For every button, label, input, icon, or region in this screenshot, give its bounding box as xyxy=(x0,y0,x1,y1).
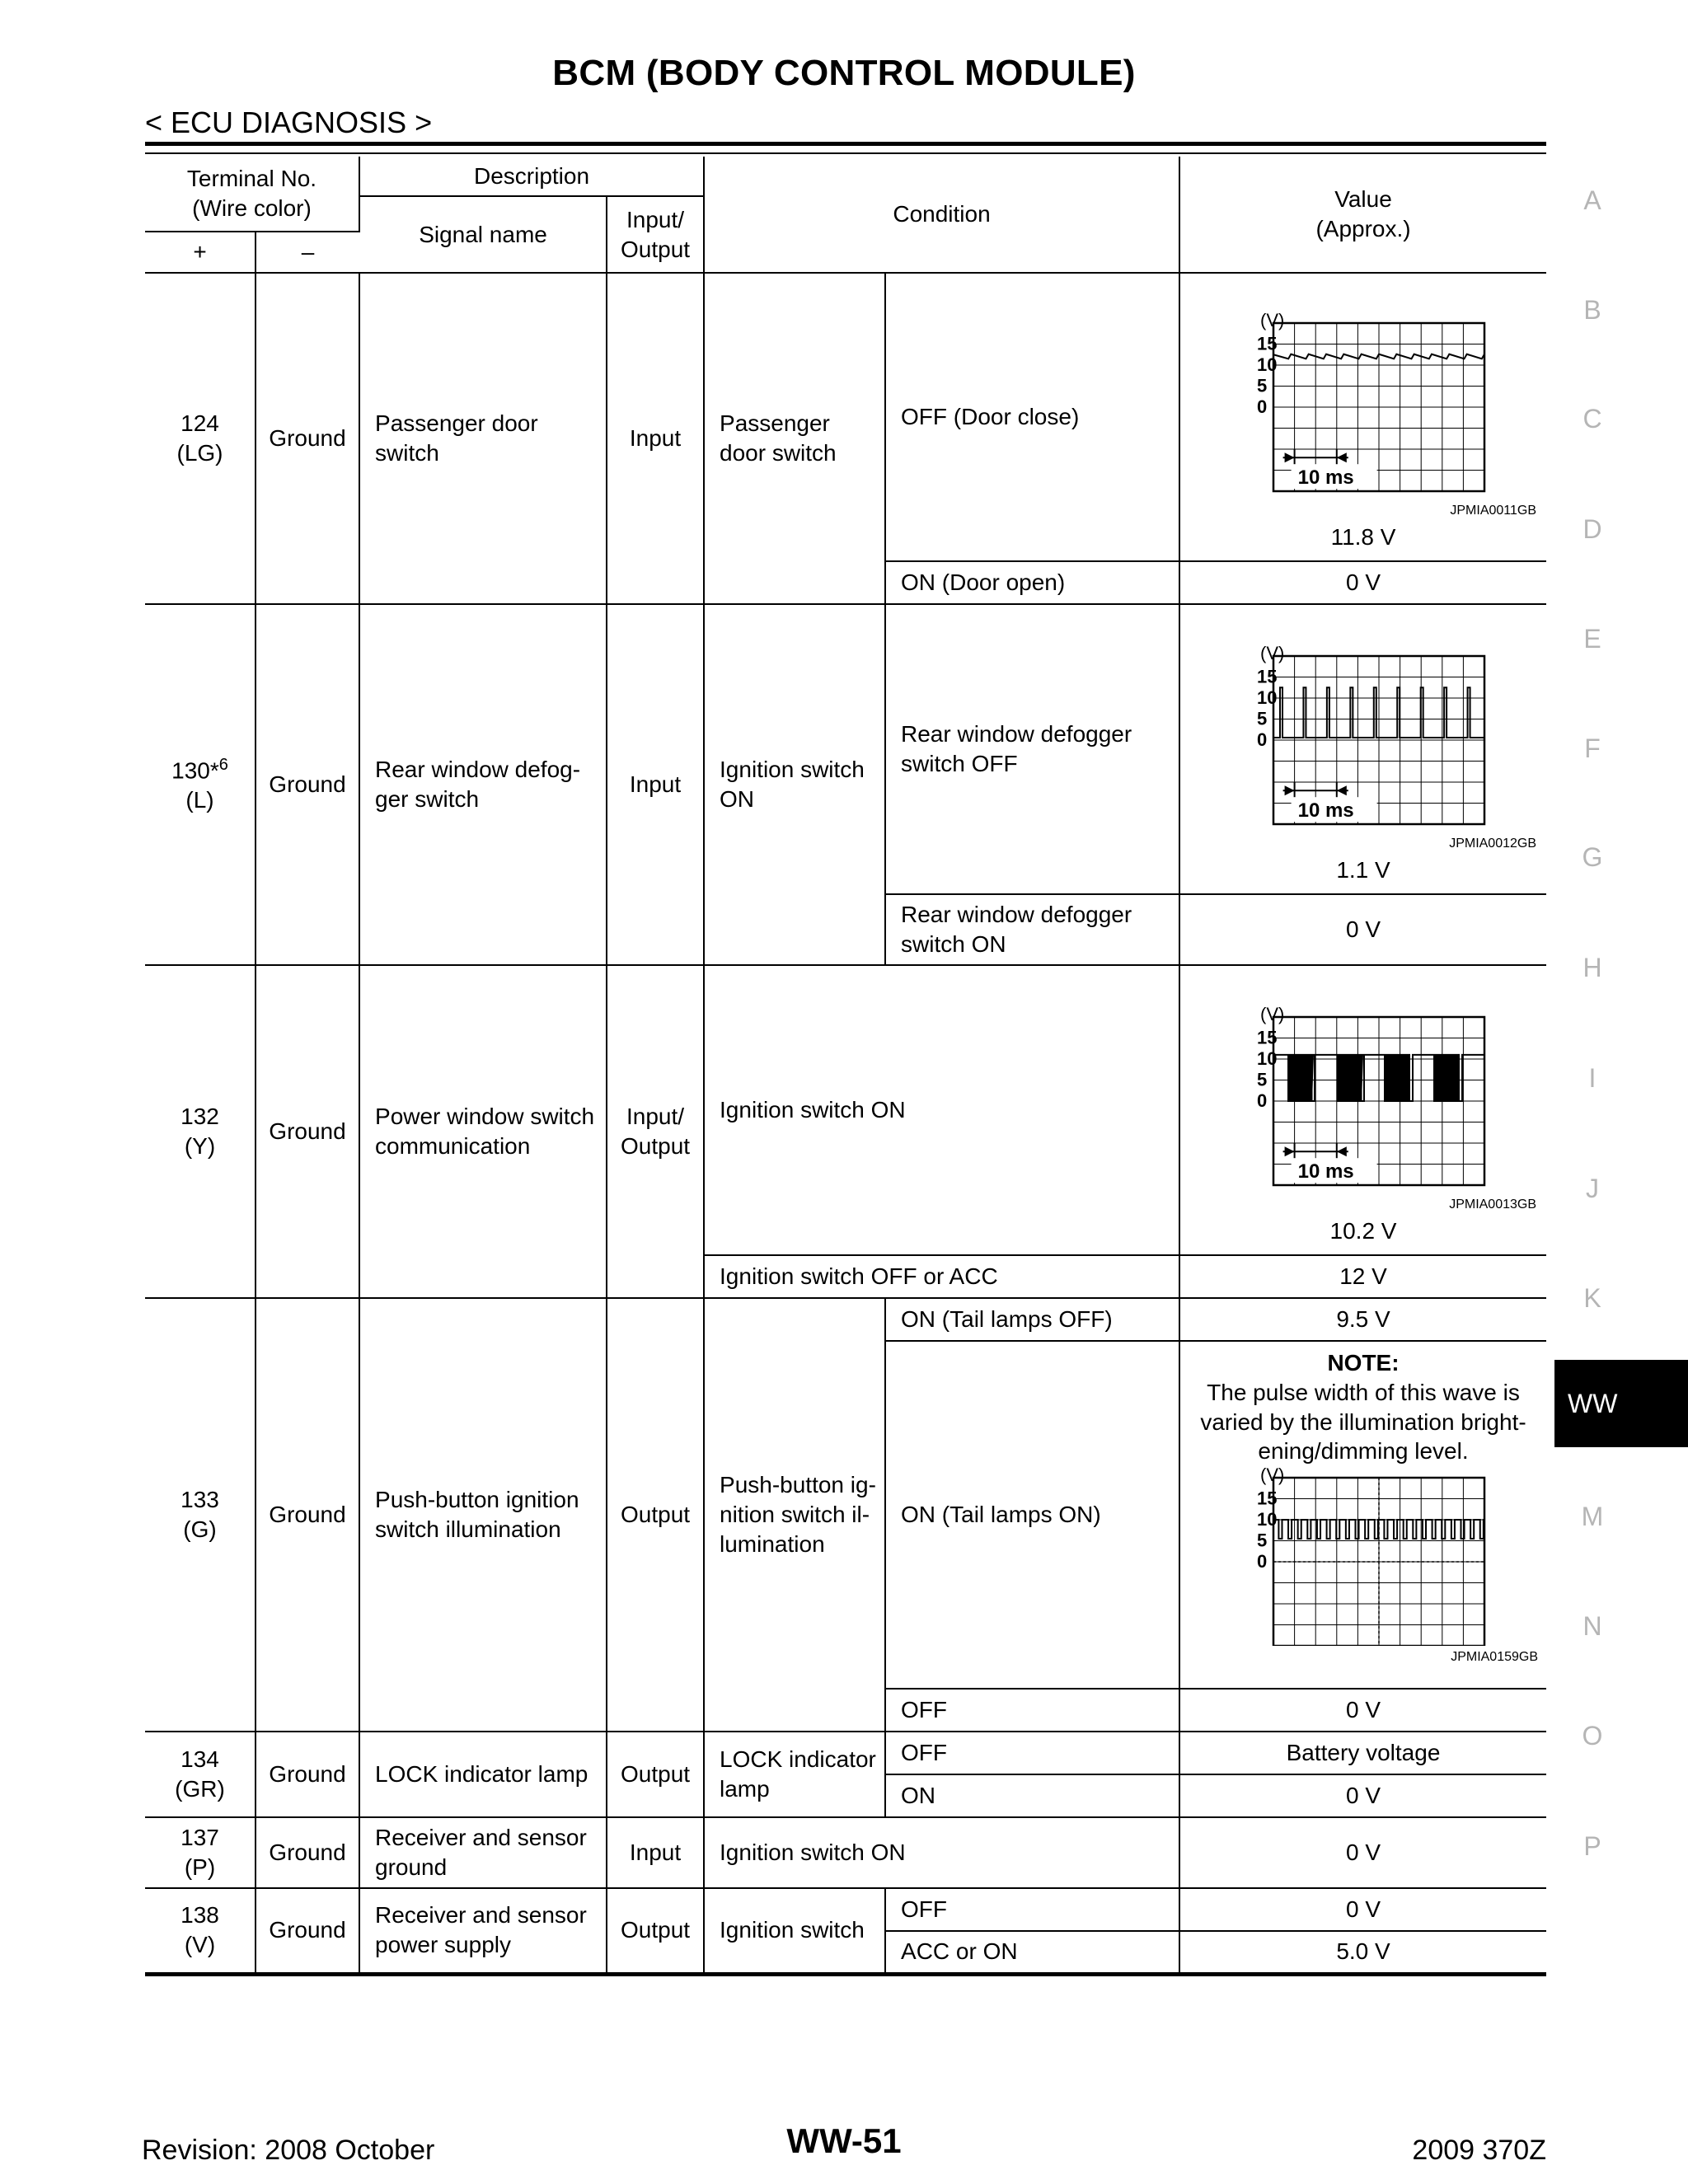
header-rule xyxy=(145,142,1546,146)
value-cell xyxy=(1179,273,1546,561)
terminal-table xyxy=(145,157,1546,1976)
signal-name: Push-button ignition switch illumination xyxy=(359,1298,607,1732)
terminal-plus: 138 (V) xyxy=(145,1888,256,1974)
side-tab-c[interactable]: C xyxy=(1582,404,1602,434)
condition-state: ON (Tail lamps OFF) xyxy=(885,1298,1179,1341)
signal-io: Output xyxy=(607,1732,704,1817)
terminal-plus: 132 (Y) xyxy=(145,965,256,1298)
terminal-minus: Ground xyxy=(256,273,359,604)
side-tab-p[interactable]: P xyxy=(1583,1831,1601,1861)
header-condition: Condition xyxy=(704,157,1179,273)
value-text: 9.5 V xyxy=(1179,1298,1546,1341)
note-text: The pulse width of this wave is varied by the illumination bright- ening/dimming level. xyxy=(1200,1379,1526,1465)
condition: Ignition switch ON xyxy=(704,965,1179,1255)
condition-state: OFF xyxy=(885,1732,1179,1774)
condition: Ignition switch ON xyxy=(704,604,885,965)
side-tab-d[interactable]: D xyxy=(1582,514,1602,544)
y-tick-label: 0 xyxy=(1257,396,1268,417)
section-heading: < ECU DIAGNOSIS > xyxy=(145,105,433,139)
terminal-plus: 133 (G) xyxy=(145,1298,256,1732)
signal-name: Power window switch communication xyxy=(359,965,607,1298)
condition-state: ON (Door open) xyxy=(885,561,1179,604)
signal-io: Output xyxy=(607,1298,704,1732)
terminal-plus: 134 (GR) xyxy=(145,1732,256,1817)
condition-state: ACC or ON xyxy=(885,1931,1179,1974)
condition: Push-button ig- nition switch il- lumination xyxy=(704,1298,885,1732)
side-tab-e[interactable]: E xyxy=(1583,624,1601,654)
value-text: Battery voltage xyxy=(1179,1732,1546,1774)
value-text: 11.8 V xyxy=(1330,524,1396,551)
side-tab-j[interactable]: J xyxy=(1586,1174,1599,1203)
header-description: Description xyxy=(359,157,704,196)
terminal-minus: Ground xyxy=(256,604,359,965)
value-text: 0 V xyxy=(1179,1774,1546,1817)
time-scale-arrow xyxy=(1285,1146,1295,1156)
axis-unit-label: (V) xyxy=(1260,644,1285,663)
y-tick-label: 5 xyxy=(1257,1530,1268,1551)
waveform-burst xyxy=(1288,1055,1311,1101)
condition: Ignition switch xyxy=(704,1888,885,1974)
time-scale-label: 10 ms xyxy=(1297,1160,1354,1183)
condition: Passenger door switch xyxy=(704,273,885,604)
terminal-minus: Ground xyxy=(256,1888,359,1974)
side-tab-ww[interactable]: WW xyxy=(1554,1360,1688,1447)
side-tab-m[interactable]: M xyxy=(1581,1502,1604,1531)
condition-state: OFF xyxy=(885,1689,1179,1732)
condition-state: OFF xyxy=(885,1888,1179,1931)
side-tab-f[interactable]: F xyxy=(1584,733,1601,763)
header-minus: – xyxy=(256,232,359,273)
value-text: 0 V xyxy=(1179,1689,1546,1732)
waveform-graph xyxy=(1227,644,1499,832)
condition: LOCK indicator lamp xyxy=(704,1732,885,1817)
wire-color: (L) xyxy=(185,786,214,813)
y-tick-label: 10 xyxy=(1257,1047,1278,1069)
time-scale-label: 10 ms xyxy=(1297,466,1354,489)
header-io: Input/ Output xyxy=(607,196,704,273)
side-tab-i[interactable]: I xyxy=(1588,1063,1597,1093)
value-text: 12 V xyxy=(1179,1255,1546,1298)
signal-io: Input xyxy=(607,604,704,965)
y-tick-label: 5 xyxy=(1257,708,1268,729)
y-tick-label: 15 xyxy=(1257,666,1278,687)
side-tab-h[interactable]: H xyxy=(1582,953,1602,982)
terminal-plus: 124 (LG) xyxy=(145,273,256,604)
signal-io: Input xyxy=(607,273,704,604)
side-tab-a[interactable]: A xyxy=(1583,185,1601,215)
axis-unit-label: (V) xyxy=(1260,311,1285,330)
signal-name: Receiver and sensor power supply xyxy=(359,1888,607,1974)
time-scale-arrow xyxy=(1285,452,1295,462)
y-tick-label: 0 xyxy=(1257,1090,1268,1111)
time-scale-arrow xyxy=(1337,785,1347,795)
y-tick-label: 15 xyxy=(1257,333,1278,354)
waveform-burst xyxy=(1385,1055,1409,1101)
time-scale-label: 10 ms xyxy=(1297,799,1354,822)
condition: Ignition switch OFF or ACC xyxy=(704,1255,1179,1298)
condition-state: Rear window defogger switch OFF xyxy=(885,604,1179,894)
value-text: 1.1 V xyxy=(1336,857,1390,883)
figure-id: JPMIA0012GB xyxy=(1449,836,1537,851)
signal-name: Passenger door switch xyxy=(359,273,607,604)
axis-unit-label: (V) xyxy=(1260,1005,1285,1024)
y-tick-label: 15 xyxy=(1257,1488,1278,1509)
signal-name: LOCK indicator lamp xyxy=(359,1732,607,1817)
waveform-burst xyxy=(1434,1055,1459,1101)
condition-state: Rear window defogger switch ON xyxy=(885,894,1179,965)
value-cell xyxy=(1179,965,1546,1255)
time-scale-arrow xyxy=(1285,785,1295,795)
time-scale-arrow xyxy=(1337,1146,1347,1156)
signal-name: Receiver and sensor ground xyxy=(359,1817,607,1888)
waveform-graph xyxy=(1227,1466,1499,1646)
condition: Ignition switch ON xyxy=(704,1817,1179,1888)
header-terminal: Terminal No. (Wire color) xyxy=(145,157,359,232)
condition-state: OFF (Door close) xyxy=(885,273,1179,561)
side-tab-o[interactable]: O xyxy=(1582,1721,1603,1750)
waveform-graph xyxy=(1227,312,1499,499)
waveform-burst xyxy=(1338,1055,1361,1101)
terminal-minus: Ground xyxy=(256,965,359,1298)
figure-id: JPMIA0011GB xyxy=(1450,503,1537,518)
header-rule-thin xyxy=(145,152,1546,154)
figure-id: JPMIA0013GB xyxy=(1449,1197,1537,1212)
value-text: 5.0 V xyxy=(1179,1931,1546,1974)
terminal-number: 130* xyxy=(171,757,219,783)
y-tick-label: 5 xyxy=(1257,1069,1268,1090)
signal-io: Input/ Output xyxy=(607,965,704,1298)
side-tab-g[interactable]: G xyxy=(1582,842,1603,872)
y-tick-label: 15 xyxy=(1257,1027,1278,1048)
value-text: 0 V xyxy=(1179,894,1546,965)
time-scale-arrow xyxy=(1337,452,1347,462)
value-text: 10.2 V xyxy=(1329,1218,1397,1244)
signal-io: Input xyxy=(607,1817,704,1888)
terminal-minus: Ground xyxy=(256,1817,359,1888)
value-text: 0 V xyxy=(1179,561,1546,604)
header-signal-name: Signal name xyxy=(359,196,607,273)
condition-state: ON (Tail lamps ON) xyxy=(885,1341,1179,1689)
signal-io: Output xyxy=(607,1888,704,1974)
value-text: 0 V xyxy=(1179,1817,1546,1888)
side-tab-n[interactable]: N xyxy=(1582,1611,1602,1641)
value-cell xyxy=(1179,1341,1546,1689)
model-text: 2009 370Z xyxy=(1412,2135,1546,2166)
figure-id: JPMIA0159GB xyxy=(1451,1650,1539,1665)
side-tab-b[interactable]: B xyxy=(1583,295,1601,325)
revision-text: Revision: 2008 October xyxy=(142,2135,435,2166)
axis-unit-label: (V) xyxy=(1260,1466,1285,1486)
value-text: 0 V xyxy=(1179,1888,1546,1931)
y-tick-label: 10 xyxy=(1257,354,1278,375)
terminal-minus: Ground xyxy=(256,1732,359,1817)
note-heading: NOTE: xyxy=(1327,1350,1400,1376)
y-tick-label: 5 xyxy=(1257,375,1268,396)
signal-name: Rear window defog- ger switch xyxy=(359,604,607,965)
y-tick-label: 0 xyxy=(1257,729,1268,750)
terminal-plus: 137 (P) xyxy=(145,1817,256,1888)
terminal-minus: Ground xyxy=(256,1298,359,1732)
value-cell xyxy=(1179,604,1546,894)
y-tick-label: 10 xyxy=(1257,1509,1278,1530)
page-number: WW-51 xyxy=(786,2121,902,2160)
terminal-plus xyxy=(145,604,256,965)
side-tab-k[interactable]: K xyxy=(1583,1283,1601,1313)
condition-state: ON xyxy=(885,1774,1179,1817)
y-tick-label: 10 xyxy=(1257,687,1278,708)
footnote-mark: 6 xyxy=(218,755,228,774)
page-title: BCM (BODY CONTROL MODULE) xyxy=(552,53,1136,93)
y-tick-label: 0 xyxy=(1257,1551,1268,1572)
header-plus: + xyxy=(145,232,256,273)
waveform-graph xyxy=(1227,1005,1499,1193)
header-value: Value (Approx.) xyxy=(1179,157,1546,273)
